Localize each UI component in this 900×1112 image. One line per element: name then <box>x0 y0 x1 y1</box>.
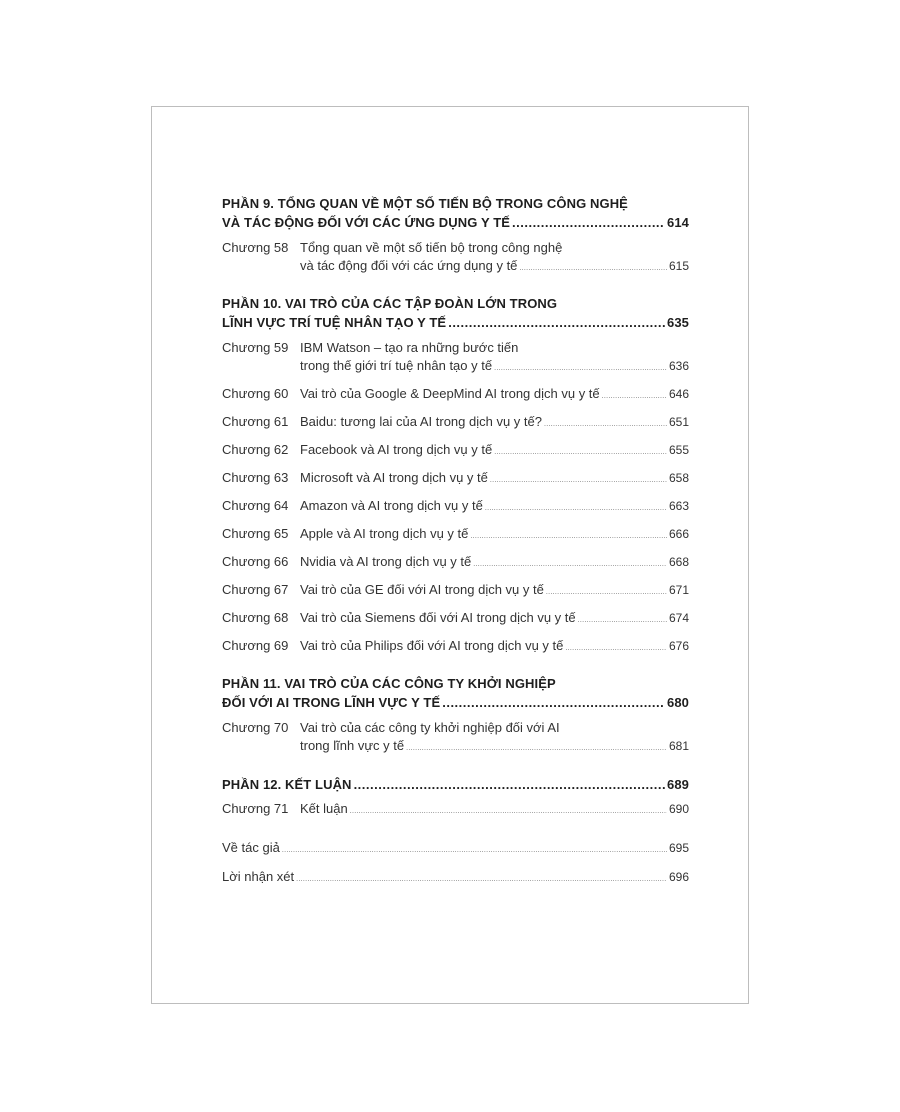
chapter-entry <box>222 441 689 462</box>
entry-title: Về tác giả <box>222 840 280 855</box>
leader-dots <box>546 584 667 602</box>
leader-dots <box>354 775 665 794</box>
leader-dots <box>442 693 665 712</box>
chapter-page-number: 671 <box>668 583 689 597</box>
leader-dots <box>473 556 667 574</box>
part-page-number: 689 <box>667 777 689 792</box>
leader-dots <box>448 313 665 332</box>
chapter-entry <box>222 469 689 490</box>
chapter-page-number: 668 <box>668 555 689 569</box>
chapter-page-number: 674 <box>668 611 689 625</box>
chapter-title: trong lĩnh vực y tế <box>300 738 405 753</box>
chapter-number: Chương 60 <box>222 386 289 401</box>
chapter-entry <box>222 525 689 546</box>
leader-dots <box>470 528 667 546</box>
chapter-number: Chương 64 <box>222 498 289 513</box>
chapter-page-number: 676 <box>668 639 689 653</box>
leader-dots <box>512 213 665 232</box>
part-9 <box>222 194 689 278</box>
chapter-page-number: 690 <box>668 802 689 816</box>
part-12 <box>222 775 689 821</box>
part-title-line2 <box>222 775 689 794</box>
chapter-title: Vai trò của Siemens đối với AI trong dịch vụ y tế <box>300 610 576 625</box>
entry-page-number: 696 <box>668 870 689 884</box>
part-title-text: PHẦN 12. KẾT LUẬN <box>222 777 352 792</box>
chapter-number: Chương 61 <box>222 414 289 429</box>
chapter-number: Chương 62 <box>222 442 289 457</box>
chapter-title-line1: Vai trò của các công ty khởi nghiệp đối với AI <box>300 720 560 735</box>
chapter-page-number: 655 <box>668 443 689 457</box>
chapter-entry <box>222 339 689 378</box>
leader-dots <box>519 260 667 278</box>
chapter-page-number: 651 <box>668 415 689 429</box>
chapter-number: Chương 68 <box>222 610 289 625</box>
leader-dots <box>544 416 667 434</box>
chapter-number: Chương 63 <box>222 470 289 485</box>
chapter-title: Kết luận <box>300 801 348 816</box>
chapter-title: Apple và AI trong dịch vụ y tế <box>300 526 469 541</box>
chapter-entry <box>222 239 689 278</box>
part-title-line2 <box>222 213 689 232</box>
chapter-entry <box>222 553 689 574</box>
chapter-page-number: 681 <box>668 739 689 753</box>
chapter-title-line1: Tổng quan về một số tiến bộ trong công nghệ <box>300 240 563 255</box>
chapter-number: Chương 67 <box>222 582 289 597</box>
part-title-text: ĐỐI VỚI AI TRONG LĨNH VỰC Y TẾ <box>222 695 441 710</box>
leader-dots <box>578 612 667 630</box>
leader-dots <box>494 444 667 462</box>
chapter-number: Chương 66 <box>222 554 289 569</box>
part-title-line1: PHẦN 9. TỔNG QUAN VỀ MỘT SỐ TIẾN BỘ TRONG CÔNG NGHỆ <box>222 196 628 211</box>
part-page-number: 614 <box>667 215 689 230</box>
chapter-page-number: 646 <box>668 387 689 401</box>
chapter-entry <box>222 609 689 630</box>
chapter-entry <box>222 719 689 758</box>
chapter-title: và tác động đối với các ứng dụng y tế <box>300 258 518 273</box>
chapter-entry <box>222 637 689 658</box>
chapter-page-number: 636 <box>668 359 689 373</box>
leader-dots <box>565 640 667 658</box>
part-title-line2 <box>222 693 689 712</box>
chapter-title: Vai trò của Philips đối với AI trong dịch vụ y tế <box>300 638 564 653</box>
part-10 <box>222 294 689 658</box>
chapter-title: Facebook và AI trong dịch vụ y tế <box>300 442 493 457</box>
chapter-number: Chương 70 <box>222 720 289 735</box>
part-page-number: 680 <box>667 695 689 710</box>
chapter-title: Vai trò của Google & DeepMind AI trong dịch vụ y tế <box>300 386 600 401</box>
chapter-entry <box>222 800 689 821</box>
back-matter-entry <box>222 839 689 860</box>
chapter-page-number: 658 <box>668 471 689 485</box>
chapter-page-number: 615 <box>668 259 689 273</box>
entry-title: Lời nhận xét <box>222 869 295 884</box>
leader-dots <box>296 871 667 889</box>
part-11 <box>222 674 689 758</box>
entry-page-number: 695 <box>668 841 689 855</box>
part-title-text: VÀ TÁC ĐỘNG ĐỐI VỚI CÁC ỨNG DỤNG Y TẾ <box>222 215 511 230</box>
leader-dots <box>490 472 667 490</box>
back-matter <box>222 839 689 889</box>
chapter-number: Chương 69 <box>222 638 289 653</box>
chapter-entry <box>222 497 689 518</box>
part-title-line1: PHẦN 10. VAI TRÒ CỦA CÁC TẬP ĐOÀN LỚN TRONG <box>222 296 558 311</box>
chapter-page-number: 666 <box>668 527 689 541</box>
chapter-title: Baidu: tương lai của AI trong dịch vụ y tế? <box>300 414 542 429</box>
chapter-number: Chương 59 <box>222 340 289 355</box>
chapter-entry <box>222 413 689 434</box>
part-title-line2 <box>222 313 689 332</box>
leader-dots <box>350 803 667 821</box>
chapter-title: Amazon và AI trong dịch vụ y tế <box>300 498 483 513</box>
leader-dots <box>485 500 667 518</box>
chapter-entry <box>222 385 689 406</box>
chapter-title: Nvidia và AI trong dịch vụ y tế <box>300 554 472 569</box>
back-matter-entry <box>222 868 689 889</box>
chapter-title: Microsoft và AI trong dịch vụ y tế <box>300 470 488 485</box>
leader-dots <box>282 842 667 860</box>
chapter-number: Chương 65 <box>222 526 289 541</box>
chapter-page-number: 663 <box>668 499 689 513</box>
part-title-line1: PHẦN 11. VAI TRÒ CỦA CÁC CÔNG TY KHỞI NGHIỆP <box>222 676 556 691</box>
leader-dots <box>406 740 667 758</box>
chapter-title: Vai trò của GE đối với AI trong dịch vụ y tế <box>300 582 544 597</box>
leader-dots <box>602 388 667 406</box>
part-title-text: LĨNH VỰC TRÍ TUỆ NHÂN TẠO Y TẾ <box>222 315 447 330</box>
chapter-title: trong thế giới trí tuệ nhân tạo y tế <box>300 358 493 373</box>
chapter-number: Chương 71 <box>222 801 289 816</box>
part-page-number: 635 <box>667 315 689 330</box>
chapter-entry <box>222 581 689 602</box>
chapter-title-line1: IBM Watson – tạo ra những bước tiến <box>300 340 519 355</box>
leader-dots <box>494 360 667 378</box>
table-of-contents <box>222 190 689 889</box>
chapter-number: Chương 58 <box>222 240 289 255</box>
